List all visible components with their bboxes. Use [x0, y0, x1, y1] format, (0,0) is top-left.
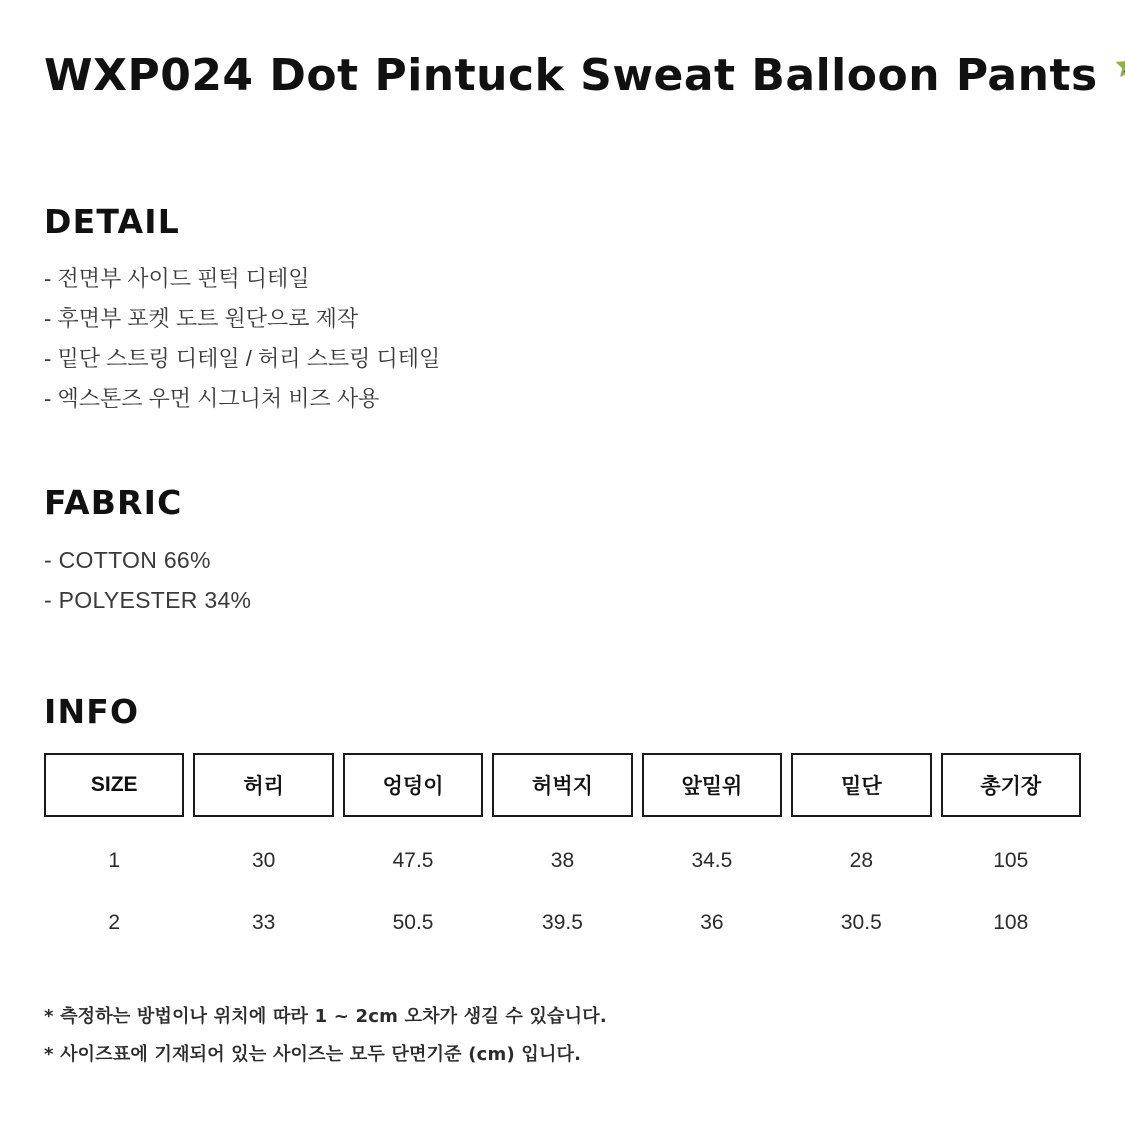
- detail-list: [44, 259, 1081, 419]
- list-item: - 엑스톤즈 우먼 시그니처 비즈 사용: [44, 379, 1081, 419]
- list-item: - 후면부 포켓 도트 원단으로 제작: [44, 299, 1081, 339]
- list-item: - 밑단 스트링 디테일 / 허리 스트링 디테일: [44, 339, 1081, 379]
- fabric-heading: FABRIC: [44, 483, 1081, 522]
- note-measurement-standard: * 사이즈표에 기재되어 있는 사이즈는 모두 단면기준 (cm) 입니다.: [44, 1040, 1081, 1066]
- notes-section: [44, 1002, 1081, 1066]
- page-title-row: [44, 52, 1081, 100]
- list-item: - POLYESTER 34%: [44, 580, 1081, 620]
- table-header-row: [44, 753, 1081, 817]
- table-cell: 28: [791, 817, 931, 892]
- list-item: - COTTON 66%: [44, 540, 1081, 580]
- column-header-waist: 허리: [193, 753, 333, 817]
- note-measurement-tolerance: * 측정하는 방법이나 위치에 따라 1 ~ 2cm 오차가 생길 수 있습니다.: [44, 1002, 1081, 1028]
- fabric-section: [44, 483, 1081, 620]
- table-cell: 105: [941, 817, 1081, 892]
- table-cell: 2: [44, 892, 184, 954]
- fabric-list: [44, 540, 1081, 620]
- detail-heading: DETAIL: [44, 202, 1081, 241]
- table-cell: 108: [941, 892, 1081, 954]
- list-item: - 전면부 사이드 핀턱 디테일: [44, 259, 1081, 299]
- size-table: [35, 753, 1090, 954]
- table-cell: 33: [193, 892, 333, 954]
- star-icon: [1114, 50, 1125, 95]
- table-cell: 47.5: [343, 817, 483, 892]
- info-section: [44, 692, 1081, 954]
- table-row: [44, 892, 1081, 954]
- table-cell: 30.5: [791, 892, 931, 954]
- page-title: WXP024 Dot Pintuck Sweat Balloon Pants: [44, 52, 1098, 100]
- table-cell: 38: [492, 817, 632, 892]
- table-row: [44, 817, 1081, 892]
- table-cell: 50.5: [343, 892, 483, 954]
- table-cell: 30: [193, 817, 333, 892]
- info-heading: INFO: [44, 692, 1081, 731]
- table-cell: 36: [642, 892, 782, 954]
- table-cell: 34.5: [642, 817, 782, 892]
- column-header-thigh: 허벅지: [492, 753, 632, 817]
- table-cell: 1: [44, 817, 184, 892]
- table-cell: 39.5: [492, 892, 632, 954]
- column-header-total-length: 총기장: [941, 753, 1081, 817]
- column-header-front-rise: 앞밑위: [642, 753, 782, 817]
- column-header-hem: 밑단: [791, 753, 931, 817]
- product-detail-page: [0, 52, 1125, 1066]
- column-header-size: SIZE: [44, 753, 184, 817]
- column-header-hip: 엉덩이: [343, 753, 483, 817]
- detail-section: [44, 202, 1081, 419]
